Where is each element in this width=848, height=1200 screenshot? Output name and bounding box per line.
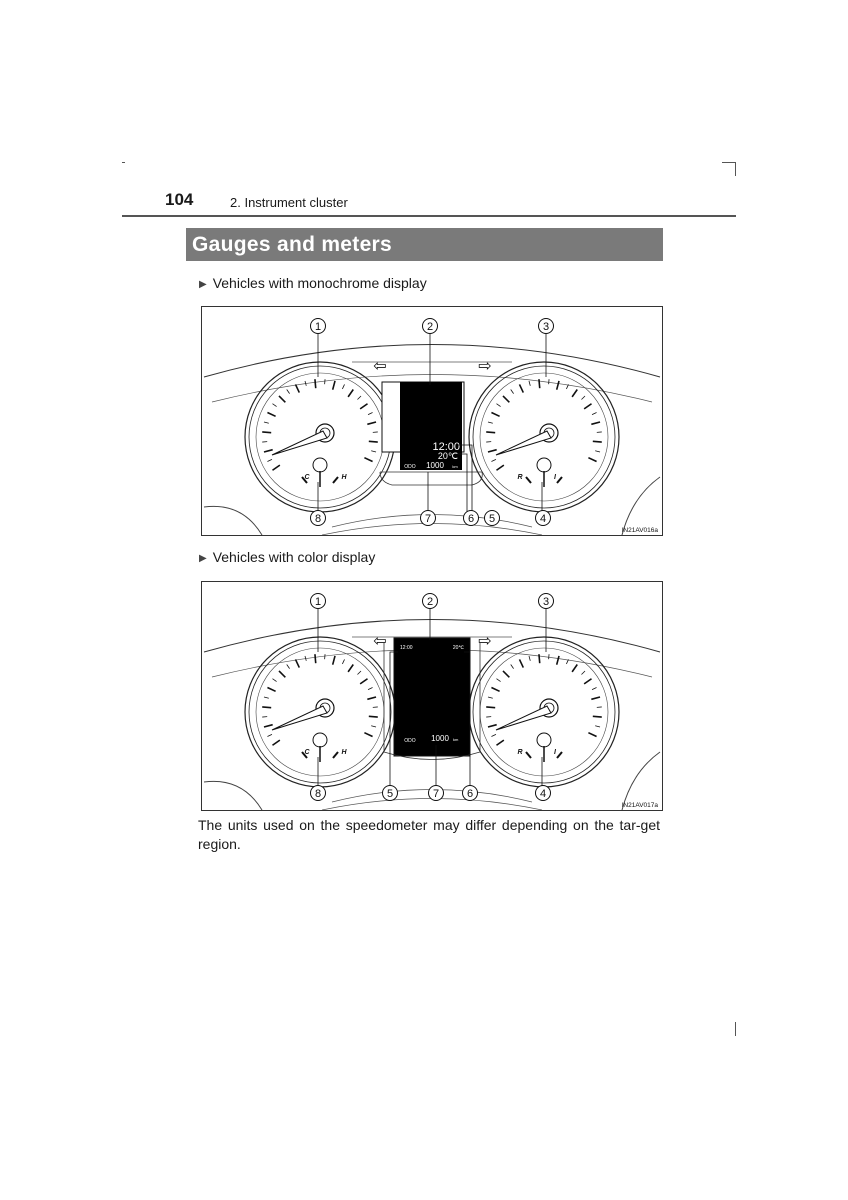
gauge-tick [348,389,353,396]
gauge-tick [486,432,495,433]
gauge-tick [491,459,496,461]
steering-arc-2 [322,524,542,536]
callout-1 [311,319,326,334]
gauge-tick [488,725,497,727]
display-outside-temp: 20℃ [452,645,464,651]
gauge-tick [264,697,269,698]
callout-3 [539,319,554,334]
bullet-triangle-icon: ▶ [199,279,207,290]
callout-number: 2 [426,596,434,608]
callout-number: 6 [466,788,474,800]
callout-3 [539,594,554,609]
gauge-tick [488,697,493,698]
gauge-tick [342,384,344,389]
gauge-tick [519,659,523,667]
gauge-tick [279,396,285,402]
callout-number: 7 [432,788,440,800]
gauge-tick [581,671,585,675]
gauge-tick [511,389,514,393]
gauge-tick [360,679,367,684]
gauge-tick [572,664,577,671]
gauge-tick [367,697,376,699]
gauge-tick [581,396,585,400]
callout-6 [463,786,478,801]
gauge-tick [496,679,500,682]
header-rule [122,215,736,217]
gauge-needle [496,706,551,730]
callout-1 [311,594,326,609]
callout-4 [536,511,551,526]
subgauge-tick [557,752,562,758]
subgauge-tick [526,477,531,483]
callout-5 [485,511,500,526]
gauge-tick [491,734,496,736]
cluster-illustration [202,307,662,535]
callout-number: 4 [539,788,547,800]
callout-number: 6 [467,513,475,525]
speedometer-gauge [469,362,619,512]
display-clock: 12:00 [432,441,460,453]
gauge-tick [488,422,493,423]
gauge-tick [264,450,273,452]
figure-monochrome-cluster [201,306,663,536]
gauge-tick [496,465,503,470]
fuel-reserve-label: R [517,749,523,756]
gauge-tick [364,733,372,737]
gauge-tick [591,422,600,424]
callout-6 [464,511,479,526]
figure-image-id: IN21AV016a [621,527,658,534]
gauge-tick [368,412,373,414]
callout-number: 5 [386,788,394,800]
gauge-tick [295,384,299,392]
gauge-tick [287,664,290,668]
gauge-tick [368,687,373,689]
gauge-tick [262,432,271,433]
fuel-full-label: I [554,474,556,481]
gauge-tick [360,404,367,409]
gauge-tick [348,664,353,671]
gauge-tick [357,671,361,675]
subgauge-hub [313,733,327,747]
gauge-tick [333,656,335,665]
display-odo-value: 1000 [426,461,444,470]
dash-left-lower [204,781,262,810]
gauge-tick [287,389,290,393]
crop-mark-top-right-h [722,162,736,163]
body-paragraph: The units used on the speedometer may differ depending on the tar-get region. [198,817,660,852]
subgauge-tick [557,477,562,483]
gauge-tick [267,734,272,736]
caption-monochrome [199,275,427,291]
gauge-tick [367,422,376,424]
gauge-tick [264,422,269,423]
gauge-tick [592,412,597,414]
gauge-tick [557,656,559,665]
caption-color [199,549,375,565]
gauge-tick [357,396,361,400]
callout-number: 8 [314,513,322,525]
callout-8 [311,786,326,801]
left-turn-arrow-icon: ⇦ [373,633,387,650]
right-turn-arrow-icon: ⇨ [478,633,492,650]
gauge-tick [272,679,276,682]
gauge-tick [333,381,335,390]
display-odo-value: 1000 [431,734,449,743]
tachometer-gauge [245,637,395,787]
crop-mark-bottom-right [735,1022,736,1036]
callout-number: 5 [488,513,496,525]
display-odo-unit: km [452,464,458,469]
gauge-tick [491,687,499,691]
callout-number: 1 [314,321,322,333]
fuel-full-label: I [554,749,556,756]
steering-arc-2 [322,799,542,811]
page-number: 104 [165,190,194,209]
dash-left-lower [204,506,262,535]
gauge-tick [529,656,530,661]
display-odo-label: ODO [404,464,416,470]
gauge-tick [262,707,271,708]
gauge-tick [595,451,600,452]
temp-cold-label: C [304,474,310,481]
right-turn-arrow-icon: ⇨ [478,358,492,375]
gauge-tick [572,389,577,396]
gauge-tick [279,671,285,677]
figure-color-cluster [201,581,663,811]
callout-8 [311,511,326,526]
callout-number: 3 [542,321,550,333]
callout-number: 4 [539,513,547,525]
gauge-tick [272,740,279,745]
temp-hot-label: H [341,749,347,756]
gauge-tick [486,707,495,708]
cluster-illustration [202,582,662,810]
gauge-tick [529,381,530,386]
gauge-tick [593,716,602,717]
gauge-tick [371,451,376,452]
gauge-tick [295,659,299,667]
gauge-tick [588,733,596,737]
gauge-tick [592,687,597,689]
temp-cold-label: C [304,749,310,756]
caption-color-text: Vehicles with color display [212,549,376,565]
display-odo-label: ODO [404,738,416,744]
callout-7 [421,511,436,526]
gauge-tick [342,659,344,664]
subgauge-tick [526,752,531,758]
caption-monochrome-text: Vehicles with monochrome display [212,275,427,291]
gauge-tick [496,404,500,407]
callout-number: 1 [314,596,322,608]
gauge-needle [272,706,327,730]
gauge-needle [496,431,551,455]
gauge-tick [539,379,540,388]
figure-image-id: IN21AV017a [621,802,658,809]
gauge-tick [369,441,378,442]
gauge-tick [272,404,276,407]
gauge-tick [591,697,600,699]
callout-7 [429,786,444,801]
page-title: Gauges and meters [186,228,663,261]
speedometer-gauge [469,637,619,787]
display-odo-unit: km [453,737,459,742]
callout-2 [423,594,438,609]
gauge-tick [267,459,272,461]
callout-2 [423,319,438,334]
gauge-tick [264,725,273,727]
gauge-tick [272,465,279,470]
gauge-tick [588,458,596,462]
subgauge-hub [537,458,551,472]
callout-number: 7 [424,513,432,525]
fuel-reserve-label: R [517,474,523,481]
gauge-tick [584,404,591,409]
callout-number: 8 [314,788,322,800]
subgauge-tick [333,477,338,483]
gauge-tick [364,458,372,462]
crop-mark-top-right-v [735,162,736,176]
subgauge-hub [313,458,327,472]
callout-5 [383,786,398,801]
gauge-tick [511,664,514,668]
gauge-tick [539,654,540,663]
gauge-tick [369,716,378,717]
subgauge-tick [333,752,338,758]
gauge-tick [519,384,523,392]
subgauge-hub [537,733,551,747]
callout-number: 3 [542,596,550,608]
tachometer-gauge [245,362,395,512]
gauge-tick [491,412,499,416]
gauge-tick [593,441,602,442]
gauge-tick [496,740,503,745]
gauge-tick [488,450,497,452]
crop-mark-top-left [122,162,125,163]
left-turn-arrow-icon: ⇦ [373,358,387,375]
display-outside-temp: 20℃ [437,451,458,461]
gauge-tick [315,654,316,663]
callout-number: 2 [426,321,434,333]
gauge-tick [595,726,600,727]
callout-4 [536,786,551,801]
gauge-tick [267,687,275,691]
gauge-tick [315,379,316,388]
display-clock: 12:00 [400,645,413,651]
gauge-tick [503,396,509,402]
gauge-tick [267,412,275,416]
gauge-tick [371,726,376,727]
bullet-triangle-icon: ▶ [199,553,207,564]
gauge-tick [584,679,591,684]
section-title: 2. Instrument cluster [230,195,348,210]
gauge-tick [503,671,509,677]
dash-top-arc [204,345,660,378]
temp-hot-label: H [341,474,347,481]
gauge-needle [272,431,327,455]
gauge-tick [557,381,559,390]
